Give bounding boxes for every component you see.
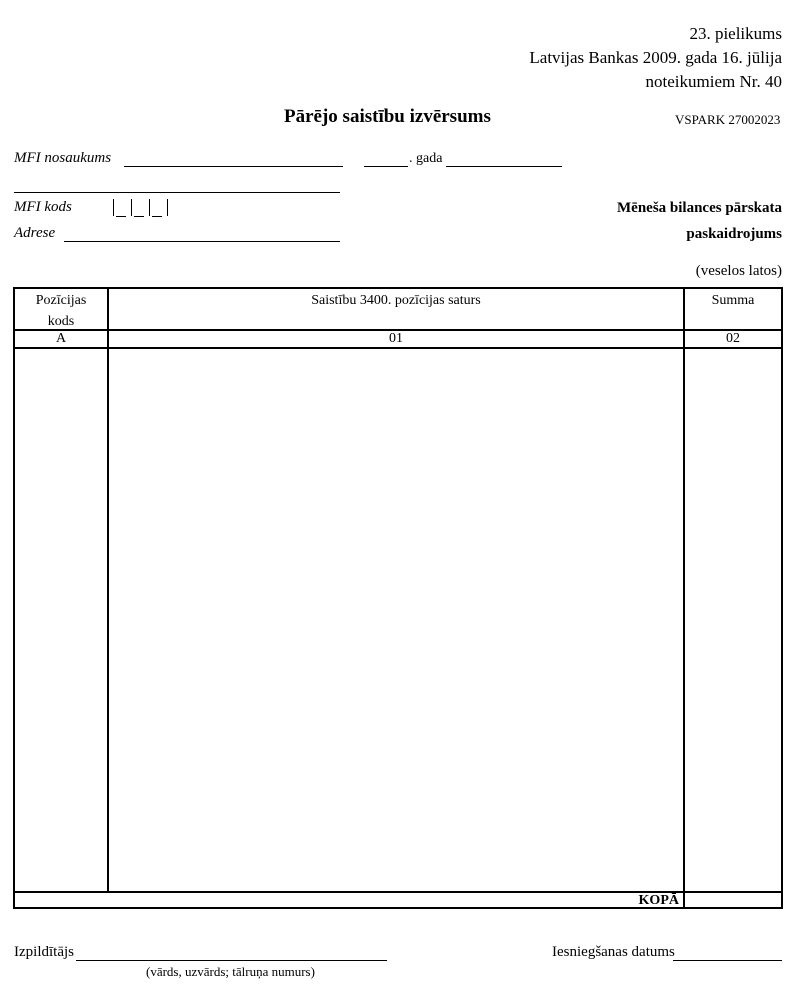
col-sum-header: Summa xyxy=(711,293,755,308)
mfi-name-label: MFI nosaukums xyxy=(14,150,112,166)
total-sum-field[interactable] xyxy=(685,893,781,907)
mfi-code-label: MFI kods xyxy=(14,199,72,215)
mfi-name-field-2[interactable] xyxy=(14,192,340,193)
col-content-number: 01 xyxy=(389,331,403,346)
mfi-name-field[interactable] xyxy=(124,166,343,167)
year-label: . gada xyxy=(409,151,443,166)
executor-hint: (vārds, uzvārds; tālruņa numurs) xyxy=(146,964,315,979)
units-note: (veselos latos) xyxy=(695,263,782,279)
col-content-header: Saistību 3400. pozīcijas saturs xyxy=(311,293,481,308)
executor-label: Izpildītājs xyxy=(14,944,74,960)
submission-date-label: Iesniegšanas datums xyxy=(552,944,675,960)
date-field[interactable] xyxy=(446,166,562,167)
form-code: VSPARK 27002023 xyxy=(675,112,781,127)
content-entry-area[interactable] xyxy=(109,349,683,891)
code-entry-area[interactable] xyxy=(15,349,107,891)
sum-entry-area[interactable] xyxy=(685,349,781,891)
col-sum-number: 02 xyxy=(726,331,740,346)
form-title: Pārējo saistību izvērsums xyxy=(284,106,491,127)
report-title-line1: Mēneša bilances pārskata xyxy=(617,200,782,216)
total-label: KOPĀ xyxy=(638,893,679,908)
regulation-number: noteikumiem Nr. 40 xyxy=(645,72,782,91)
address-label: Adrese xyxy=(14,225,56,241)
liabilities-table xyxy=(13,287,783,909)
address-field[interactable] xyxy=(64,241,340,242)
executor-field[interactable] xyxy=(76,960,387,961)
col-code-letter: A xyxy=(55,331,67,346)
regulation-date: Latvijas Bankas 2009. gada 16. jūlija xyxy=(529,48,782,67)
submission-date-field[interactable] xyxy=(673,960,782,961)
annex-number: 23. pielikums xyxy=(689,24,782,43)
col-code-header: Pozīcijas kods xyxy=(35,293,87,329)
report-title-line2: paskaidrojums xyxy=(686,226,782,242)
year-field[interactable] xyxy=(364,166,408,167)
